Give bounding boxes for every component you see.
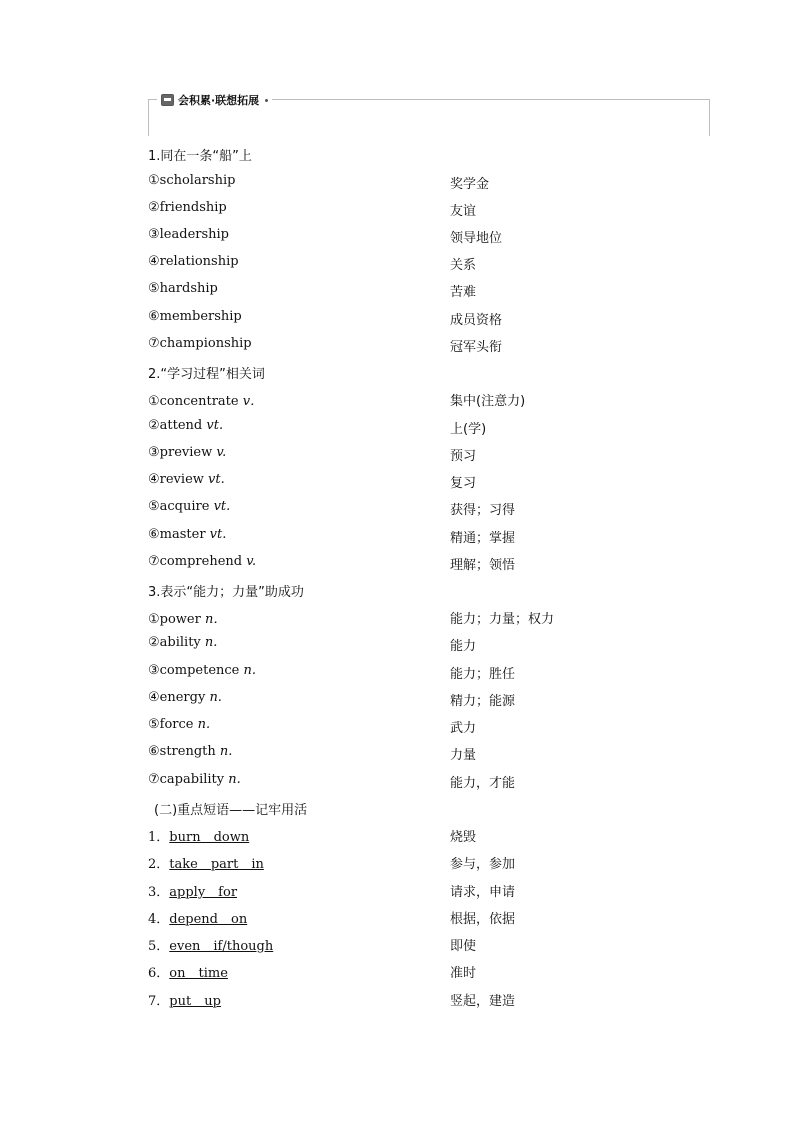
phrase-number: 1．	[148, 830, 170, 845]
notebook-icon	[161, 94, 174, 106]
phrase-text: on time	[169, 966, 228, 981]
vocab-meaning: 能力	[450, 639, 477, 654]
phrase-row	[148, 908, 668, 928]
phrase-number: 4．	[148, 912, 170, 927]
vocab-row	[148, 744, 668, 764]
vocab-word: ④review vt.	[148, 472, 225, 487]
vocab-word: ②attend vt.	[148, 418, 224, 433]
vocab-meaning: 集中(注意力)	[450, 394, 526, 409]
phrase-meaning: 根据，依据	[450, 912, 516, 927]
vocab-word: ⑥strength n.	[148, 744, 233, 759]
vocab-meaning: 能力，才能	[450, 776, 516, 791]
vocab-meaning: 能力；力量；权力	[450, 612, 555, 627]
vocab-row	[148, 635, 668, 655]
vocab-meaning: 友谊	[450, 204, 477, 219]
vocab-row	[148, 336, 668, 356]
vocab-meaning: 成员资格	[450, 313, 503, 328]
vocab-word: ⑤force n.	[148, 717, 211, 732]
vocab-word: ①power n．	[148, 612, 227, 627]
phrase-text: burn down	[169, 830, 250, 845]
phrase-meaning: 烧毁	[450, 830, 477, 845]
phrase-number: 2．	[148, 857, 170, 872]
phrase-row	[148, 881, 668, 901]
vocab-word: ⑤hardship	[148, 281, 218, 296]
vocab-row	[148, 227, 668, 247]
vocab-row	[148, 663, 668, 683]
vocab-meaning: 预习	[450, 449, 477, 464]
phrase-text: apply for	[169, 885, 238, 900]
phrase-row	[148, 990, 668, 1010]
vocab-row	[148, 390, 668, 410]
vocab-row	[148, 772, 668, 792]
vocab-word: ③competence n.	[148, 663, 257, 678]
section-header	[157, 92, 272, 108]
vocab-meaning: 关系	[450, 258, 477, 273]
vocab-word: ④relationship	[148, 254, 239, 269]
phrase-text: put up	[169, 994, 221, 1009]
vocab-meaning: 上(学)	[450, 422, 487, 437]
vocab-word: ⑥membership	[148, 309, 242, 324]
vocab-word: ①concentrate v．	[148, 394, 264, 409]
vocab-row	[148, 554, 668, 574]
vocab-meaning: 理解；领悟	[450, 558, 516, 573]
vocab-row	[148, 200, 668, 220]
phrase-meaning: 参与，参加	[450, 857, 516, 872]
section-title: 3.表示“能力；力量”助成功	[148, 585, 304, 600]
section-title: 1.同在一条“船”上	[148, 149, 252, 164]
vocab-meaning: 精力；能源	[450, 694, 516, 709]
vocab-row	[148, 608, 668, 628]
vocab-row	[148, 254, 668, 274]
vocab-word: ③leadership	[148, 227, 230, 242]
phrase-number: 6．	[148, 966, 170, 981]
vocab-word: ③preview v.	[148, 445, 227, 460]
phrase-text: depend on	[169, 912, 248, 927]
bullet-dot-icon	[265, 99, 268, 102]
phrase-number: 3．	[148, 885, 170, 900]
vocab-row	[148, 173, 668, 193]
vocab-row	[148, 281, 668, 301]
vocab-meaning: 奖学金	[450, 177, 490, 192]
section-title: 2.“学习过程”相关词	[148, 367, 265, 382]
phrase-number: 7．	[148, 994, 170, 1009]
vocab-word: ⑤acquire vt.	[148, 499, 231, 514]
phrase-row	[148, 826, 668, 846]
phrase-text: even if/though	[169, 939, 274, 954]
vocab-word: ⑦championship	[148, 336, 252, 351]
vocab-meaning: 苦难	[450, 285, 477, 300]
vocab-meaning: 精通；掌握	[450, 531, 516, 546]
vocab-row	[148, 418, 668, 438]
vocab-meaning: 冠军头衔	[450, 340, 503, 355]
vocab-word: ⑦comprehend v.	[148, 554, 257, 569]
vocab-meaning: 能力；胜任	[450, 667, 516, 682]
phrase-meaning: 准时	[450, 966, 477, 981]
phrase-number: 5．	[148, 939, 170, 954]
vocab-meaning: 力量	[450, 748, 477, 763]
phrase-row	[148, 853, 668, 873]
vocab-row	[148, 690, 668, 710]
vocab-meaning: 领导地位	[450, 231, 503, 246]
phrase-meaning: 竖起，建造	[450, 994, 516, 1009]
vocab-row	[148, 499, 668, 519]
vocab-meaning: 武力	[450, 721, 477, 736]
phrases-title: (二)重点短语——记牢用活	[154, 803, 308, 818]
phrase-row	[148, 962, 668, 982]
phrase-meaning: 即使	[450, 939, 477, 954]
vocab-word: ⑦capability n.	[148, 772, 241, 787]
vocab-row	[148, 309, 668, 329]
vocab-row	[148, 472, 668, 492]
vocab-row	[148, 527, 668, 547]
phrase-row	[148, 935, 668, 955]
vocab-row	[148, 717, 668, 737]
vocab-word: ②ability n.	[148, 635, 218, 650]
vocab-word: ④energy n.	[148, 690, 222, 705]
vocab-row	[148, 445, 668, 465]
section-header-label: 会积累·联想拓展	[178, 94, 260, 107]
phrase-text: take part in	[169, 857, 264, 872]
vocab-word: ①scholarship	[148, 173, 236, 188]
vocab-word: ⑥master vt.	[148, 527, 227, 542]
vocab-meaning: 复习	[450, 476, 477, 491]
vocab-word: ②friendship	[148, 200, 227, 215]
phrase-meaning: 请求，申请	[450, 885, 516, 900]
vocab-meaning: 获得；习得	[450, 503, 516, 518]
